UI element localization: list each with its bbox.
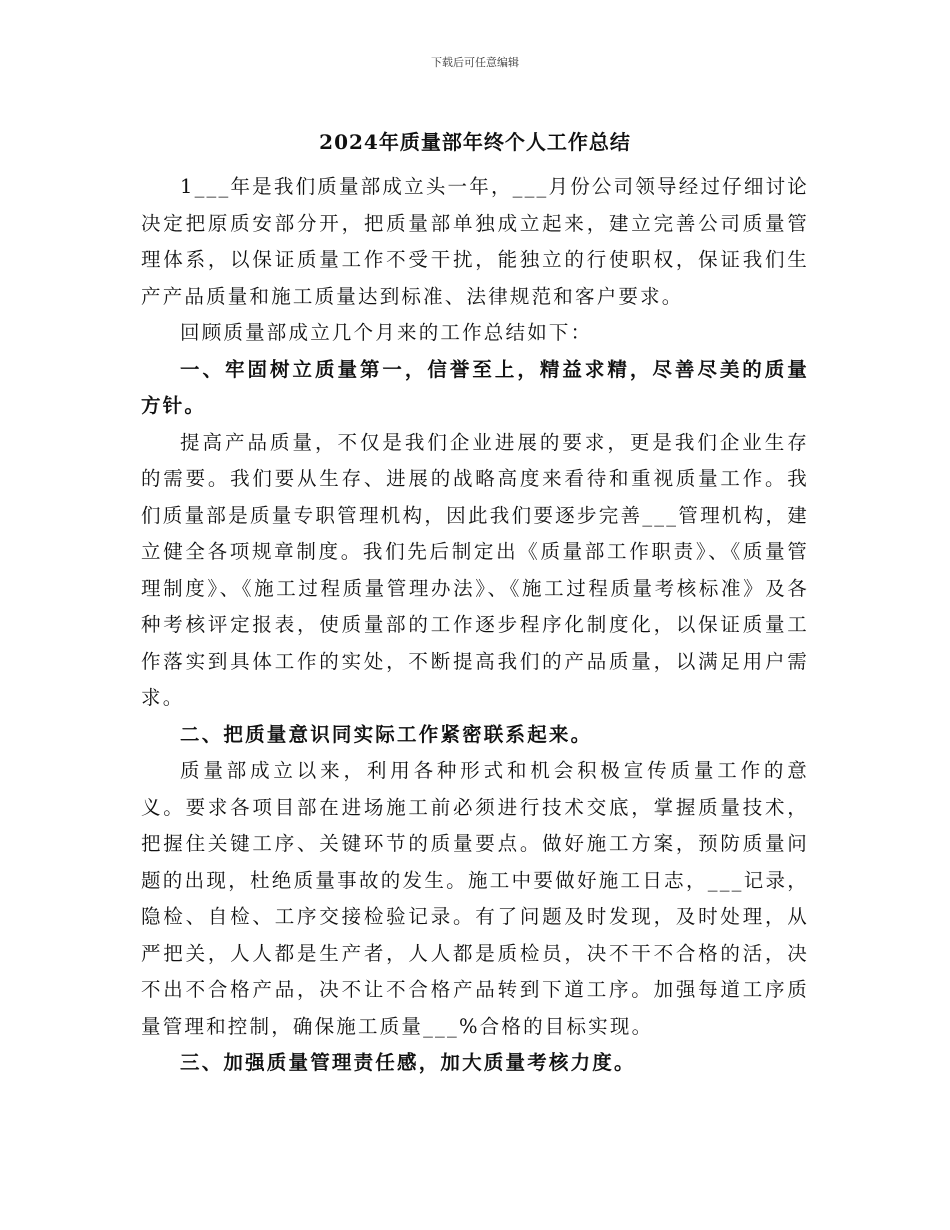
section-heading-1: 一、牢固树立质量第一，信誉至上，精益求精，尽善尽美的质量方针。: [141, 357, 809, 417]
paragraph-section-1: 提高产品质量，不仅是我们企业进展的要求，更是我们企业生存的需要。我们要从生存、进展的战略高度来看待和重视质量工作。我们质量部是质量专职管理机构，因此我们要逐步完善___管理机构，建立健全各项规章制度。我们先后制定出《质量部工作职责》、《质量管理制度》、《施工过程质量管理办法》、《施工过程质量考核标准》及各种考核评定报表，使质量部的工作逐步程序化制度化，以保证质量工作落实到具体工作的实处，不断提高我们的产品质量，以满足用户需求。: [141, 430, 809, 709]
paragraph-review: 回顾质量部成立几个月来的工作总结如下：: [180, 321, 593, 344]
section-heading-3: 三、加强质量管理责任感，加大质量考核力度。: [180, 1051, 636, 1074]
paragraph-intro: 1___年是我们质量部成立头一年，___月份公司领导经过仔细讨论决定把原质安部分开，把质量部单独成立起来，建立完善公司质量管理体系，以保证质量工作不受干扰，能独立的行使职权，保证我们生产产品质量和施工质量达到标准、法律规范和客户要求。: [141, 175, 809, 308]
paragraph-section-2: 质量部成立以来，利用各种形式和机会积极宣传质量工作的意义。要求各项目部在进场施工前必须进行技术交底，掌握质量技术，把握住关键工序、关键环节的质量要点。做好施工方案，预防质量问题的出现，杜绝质量事故的发生。施工中要做好施工日志，___记录，隐检、自检、工序交接检验记录。有了问题及时发现，及时处理，从严把关，人人都是生产者，人人都是质检员，决不干不合格的活，决不出不合格产品，决不让不合格产品转到下道工序。加强每道工序质量管理和控制，确保施工质量___%合格的目标实现。: [141, 759, 809, 1038]
document-body: [141, 169, 809, 1082]
header-note: 下载后可任意编辑: [431, 56, 519, 69]
document-title: 2024年质量部年终个人工作总结: [319, 130, 631, 154]
section-heading-2: 二、把质量意识同实际工作紧密联系起来。: [180, 722, 593, 746]
